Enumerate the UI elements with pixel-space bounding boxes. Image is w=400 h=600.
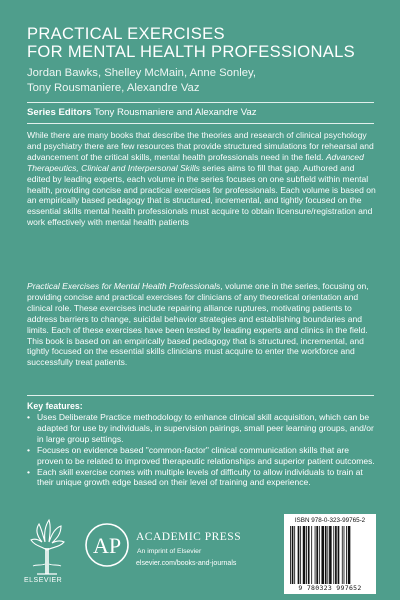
key-feature-text: Uses Deliberate Practice methodology to enhance clinical skill acquisition, which can be adapted for use by individuals, in supervision pairings, small peer learning groups, and/or in large group settings. [37, 412, 374, 444]
description-paragraph-1 [27, 130, 376, 228]
book-title-line-1: PRACTICAL EXERCISES [27, 24, 225, 43]
key-features-list [27, 412, 376, 488]
key-feature-text: Focuses on evidence based "common-factor" clinical communication skills that are proven to be related to improved therapeutic relationships and superior patient outcomes. [37, 444, 375, 466]
isbn-label: ISBN 978-0-323-99765-2 [294, 517, 366, 524]
barcode-panel [284, 514, 376, 594]
series-editors-label: Series Editors [27, 107, 92, 118]
series-name: Advanced Therapeutics, Clinical and Interpersonal Skills [27, 151, 364, 173]
paragraph-1-intro: While there are many books that describe the theories and research of clinical psychology and psychiatry there are few resources that provide structured simulations for rehearsal and advancement of the critical skills, mental health professionals need in the field. [27, 130, 374, 162]
author-list [27, 66, 387, 95]
book-title-italic: Practical Exercises for Mental Health Professionals [27, 281, 221, 291]
divider-key-features [27, 395, 374, 396]
book-title-line-2: FOR MENTAL HEALTH PROFESSIONALS [27, 42, 356, 61]
series-editors-names: Tony Rousmaniere and Alexandre Vaz [94, 107, 257, 118]
elsevier-label: ELSEVIER [24, 577, 63, 584]
ap-logo-letters: AP [92, 533, 122, 558]
divider-series [27, 123, 374, 124]
author-line-1: Jordan Bawks, Shelley McMain, Anne Sonley, [27, 67, 256, 79]
barcode-digits: 9 780323 997652 [298, 584, 362, 592]
publisher-imprint: An imprint of Elsevier [137, 548, 202, 555]
book-title [27, 25, 387, 61]
bullet-icon: • [27, 466, 30, 477]
key-feature-item [27, 467, 376, 489]
paragraph-2-text: , volume one in the series, focusing on, providing concise and practical exercises for clinicians of any theoretical orientation and clinical role. These exercises include repairing alliance ruptures, motivating patients to address barriers to change, suicidal behavior strategies and establishing boundaries and limits. Each of these exercises have been tested by leading experts and clinics in the field. This book is based on an empirically based pedagogy that is structured, incremental, and tightly focused on the essential skills clinicians must acquire to enter the workforce and successfully treat patients. [27, 281, 369, 368]
publisher-name: ACADEMIC PRESS [136, 531, 242, 543]
key-feature-item [27, 412, 376, 445]
description-paragraph-2 [27, 281, 376, 368]
paragraph-1-rest: series aims to fill that gap. Authored and edited by leading experts, each volume in the series focuses on one subfield within mental health, providing concise and practical exercises for professionals. Each volume is based on an empirically based pedagogy that is structured, incremental, and tightly focused on the essential skills mental health professionals must acquire to obtain licensure/registration and work effectively with mental health patients [27, 162, 376, 228]
series-editors [27, 107, 387, 119]
elsevier-tree-logo-icon [27, 516, 67, 576]
academic-press-logo-icon [84, 522, 130, 568]
key-feature-item [27, 445, 376, 467]
key-feature-text: Each skill exercise comes with multiple levels of difficulty to allow individuals to train at their unique growth edge based on their level of training and experience. [37, 466, 363, 488]
key-features-heading: Key features: [27, 401, 83, 411]
publisher-url: elsevier.com/books-and-journals [136, 560, 237, 567]
bullet-icon: • [27, 412, 30, 422]
author-line-2: Tony Rousmaniere, Alexandre Vaz [27, 81, 200, 94]
divider-top [27, 102, 374, 103]
bullet-icon: • [27, 444, 30, 455]
barcode-icon [288, 526, 372, 584]
